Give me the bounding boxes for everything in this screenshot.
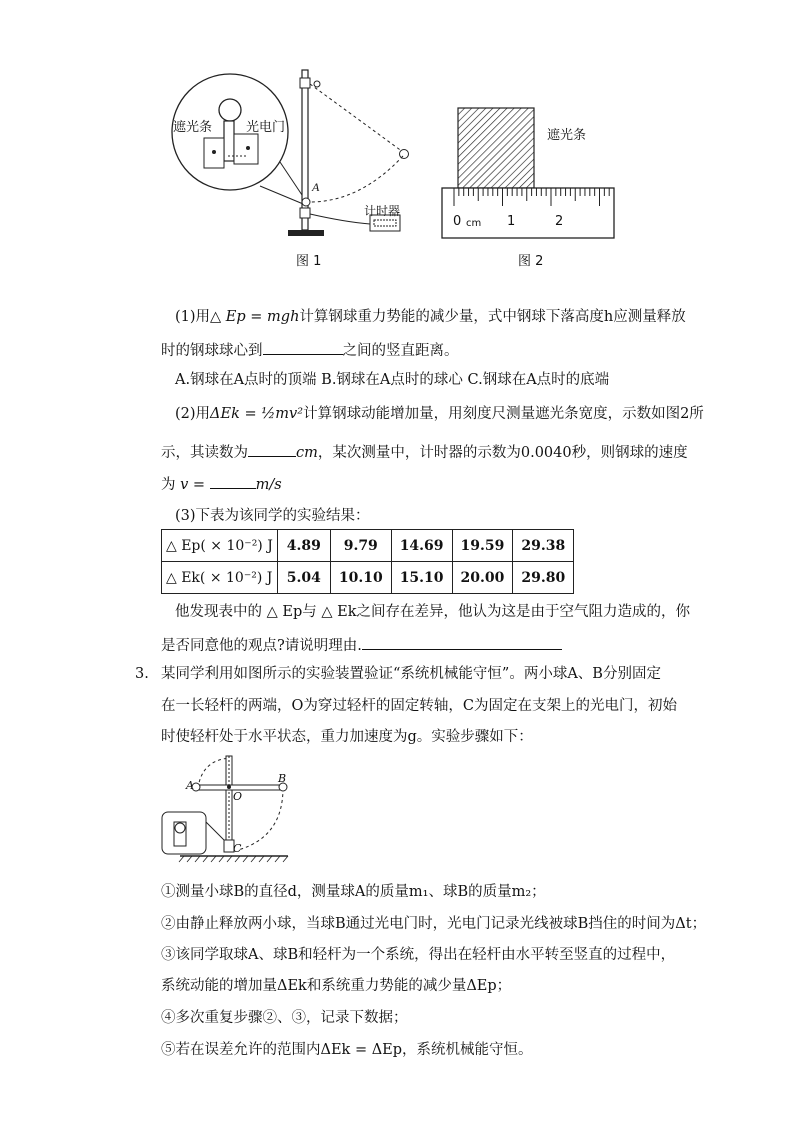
problem-3-line-1: 某同学利用如图所示的实验装置验证“系统机械能守恒”。两小球A、B分别固定: [161, 666, 661, 682]
q2-text-b: 计算钢球动能增加量，用刻度尺测量遮光条宽度，示数如图2所: [303, 406, 704, 422]
table-cell: 29.38: [513, 530, 574, 562]
step-5: ⑤若在误差允许的范围内ΔEk = ΔEp，系统机械能守恒。: [161, 1042, 533, 1058]
q2-line-2: [161, 441, 688, 463]
table-cell: 5.04: [277, 562, 330, 594]
row-header-ek: △ Ek( × 10⁻²) J: [162, 562, 278, 594]
q2-line2-a: 示，其读数为: [161, 445, 248, 461]
step-3-continued: 系统动能的增加量ΔEk和系统重力势能的减少量ΔEp；: [161, 978, 512, 994]
figure-3-rod-apparatus: [158, 752, 293, 867]
q1-options: A.钢球在A点时的顶端 B.钢球在A点时的球心 C.钢球在A点时的底端: [175, 372, 610, 388]
q3-answer-blank[interactable]: [362, 634, 562, 650]
results-table: [161, 529, 574, 594]
q3-question-line-1: 他发现表中的 △ Ep与 △ Ek之间存在差异，他认为这是由于空气阻力造成的，你: [175, 604, 690, 620]
ruler-one-label: 1: [507, 214, 516, 229]
ruler-two-label: 2: [555, 214, 564, 229]
fig1-point-a-label: A: [312, 180, 320, 194]
q1-line-1: [175, 307, 686, 327]
fig1-timer-label: 计时器: [364, 204, 401, 218]
step-3: ③该同学取球A、球B和轻杆为一个系统，得出在轻杆由水平转至竖直的过程中，: [161, 947, 676, 963]
q1-text-b: 计算钢球重力势能的减少量，式中钢球下落高度h应测量释放: [299, 309, 686, 325]
fig2-strip-label: 遮光条: [547, 128, 587, 143]
step-4: ④多次重复步骤②、③，记录下数据；: [161, 1010, 408, 1026]
fig1-gate-label: 光电门: [246, 120, 286, 135]
q2-reading-blank[interactable]: [248, 441, 296, 457]
q2-unit-cm: cm: [296, 445, 318, 461]
fig3-ball-a-label: A: [186, 779, 194, 792]
q1-line2-a: 时的钢球球心到: [161, 343, 263, 359]
q1-formula: △ Ep = mgh: [210, 309, 300, 325]
ruler-unit-label: cm: [466, 218, 482, 229]
fig1-strip-label: 遮光条: [173, 120, 213, 135]
row-header-ep: △ Ep( × 10⁻²) J: [162, 530, 278, 562]
fig3-pivot-o-label: O: [233, 790, 243, 803]
q2-velocity-symbol: v =: [180, 477, 206, 493]
table-cell: 15.10: [391, 562, 452, 594]
step-1: ①测量小球B的直径d，测量球A的质量m₁、球B的质量m₂；: [161, 884, 546, 900]
q3-intro: (3)下表为该同学的实验结果：: [175, 508, 370, 524]
table-row-ek: [162, 562, 574, 594]
table-cell: 19.59: [452, 530, 513, 562]
figure-1-apparatus: [160, 62, 420, 252]
problem-3-line-3: 时使轻杆处于水平状态，重力加速度为g。实验步骤如下：: [161, 729, 533, 745]
q2-line2-b: ，某次测量中，计时器的示数为0.0040秒，则钢球的速度: [317, 445, 688, 461]
q1-answer-blank[interactable]: [263, 339, 343, 355]
q3-question-line-2: [161, 634, 562, 656]
q1-line-2: [161, 339, 459, 361]
table-cell: 14.69: [391, 530, 452, 562]
q2-unit-ms: m/s: [255, 477, 282, 493]
figure-2-caption: 图 2: [518, 254, 544, 269]
step-2: ②由静止释放两小球，当球B通过光电门时，光电门记录光线被球B挡住的时间为Δt；: [161, 916, 707, 932]
table-cell: 4.89: [277, 530, 330, 562]
figure-1-caption: 图 1: [296, 254, 322, 269]
q2-text-a: (2)用: [175, 406, 211, 422]
table-cell: 20.00: [452, 562, 513, 594]
q2-line-1: [175, 404, 704, 424]
q2-line-3: [161, 473, 282, 495]
q2-velocity-blank[interactable]: [210, 473, 256, 489]
table-cell: 10.10: [330, 562, 391, 594]
fig3-gate-c-label: C: [233, 842, 242, 855]
table-cell: 29.80: [513, 562, 574, 594]
fig3-ball-b-label: B: [278, 772, 287, 785]
q2-formula: ΔEk = ½mv²: [210, 406, 304, 422]
q3-question-text: 是否同意他的观点?请说明理由.: [161, 638, 362, 654]
table-cell: 9.79: [330, 530, 391, 562]
ruler-zero-label: 0: [453, 214, 462, 229]
q2-line3-a: 为: [161, 477, 176, 493]
problem-3-number: 3.: [135, 666, 149, 682]
q1-line2-b: 之间的竖直距离。: [342, 343, 459, 359]
table-row-ep: [162, 530, 574, 562]
problem-3-line-2: 在一长轻杆的两端，O为穿过轻杆的固定转轴，C为固定在支架上的光电门，初始: [161, 698, 677, 714]
q1-text-a: (1)用: [175, 309, 211, 325]
